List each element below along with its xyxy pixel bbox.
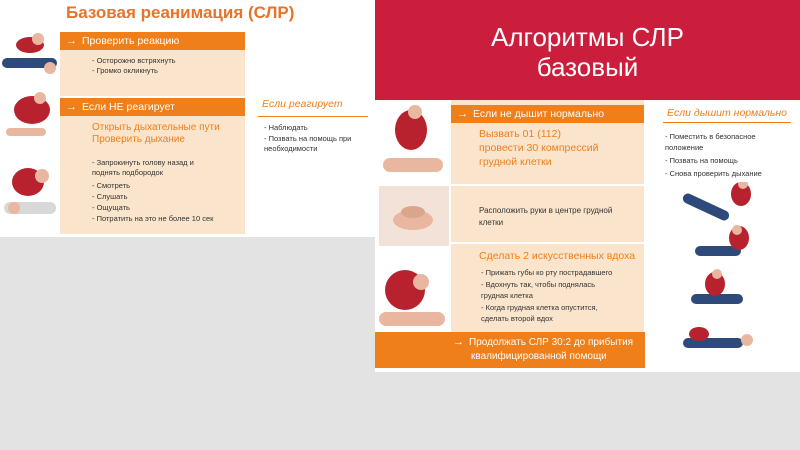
step2-item: - Слушать [92,192,128,201]
slide-title-banner [375,0,800,100]
arrow-icon: → [66,35,77,47]
alt-item: положение [665,143,704,152]
slide-title-line1: Алгоритмы СЛР [491,22,684,52]
slide-title-line2: базовый [536,52,639,82]
recovery-position-illustrations [675,182,793,368]
call-line: грудной клетки [479,156,552,168]
step1-item: - Громко окликнуть [92,66,158,75]
if-responding-header: Если реагирует [262,98,343,110]
continue-line: Продолжать СЛР 30:2 до прибытия [469,337,634,348]
hands-line: клетки [479,218,504,227]
alt-item: - Поместить в безопасное [665,132,756,141]
continue-cpr-bar [375,332,645,368]
breaths-item: - Когда грудная клетка опустится, [481,303,598,312]
left-cpr-card [0,30,375,237]
open-airway-text: Открыть дыхательные пути [92,122,220,133]
breaths-item: - Прижать губы ко рту пострадавшего [481,268,613,277]
compression-illustrations [375,100,451,368]
alt-item: - Наблюдать [264,123,308,132]
arrow-icon: → [453,336,464,348]
step2-item: - Запрокинуть голову назад и [92,158,194,167]
check-response-strip [60,32,245,50]
not-responding-strip [60,98,245,116]
left-panel-title: Базовая реанимация (СЛР) [66,3,295,22]
not-responding-header: Если НЕ реагирует [82,101,175,113]
alt-item: необходимости [264,144,318,153]
alt-item: - Позвать на помощь при [264,134,352,143]
step2-item: - Смотреть [92,181,131,190]
arrow-icon: → [457,108,468,120]
divider [663,122,791,123]
alt-item: - Позвать на помощь [665,156,738,165]
call-line: Вызвать 01 (112) [479,128,561,140]
hands-line: Расположить руки в центре грудной [479,206,613,215]
divider [451,184,644,186]
step2-item: поднять подбородок [92,168,163,177]
breaths-item: - Вдохнуть так, чтобы поднялась [481,280,596,289]
check-response-header: Проверить реакцию [82,35,180,47]
left-title-bar [0,0,375,30]
breathing-normally-header: Если дышит нормально [667,107,788,119]
step2-item: - Ощущать [92,203,130,212]
breaths-item: грудная клетка [481,291,533,300]
step1-item: - Осторожно встряхнуть [92,56,176,65]
right-cpr-card [375,100,800,372]
divider [258,116,368,117]
divider [451,242,644,244]
not-breathing-strip [451,105,644,123]
call-line: провести 30 компрессий [479,142,599,154]
alt-item: - Снова проверить дыхание [665,169,762,178]
breaths-header: Сделать 2 искусственных вдоха [479,250,636,262]
breaths-item: сделать второй вдох [481,314,553,323]
step2-item: - Потратить на это не более 10 сек [92,214,214,223]
rescuer-illustration [0,30,60,237]
arrow-icon: → [66,101,77,113]
continue-line: квалифицированной помощи [471,351,607,362]
check-breathing-text: Проверить дыхание [92,134,185,145]
not-breathing-header: Если не дышит нормально [473,108,605,120]
